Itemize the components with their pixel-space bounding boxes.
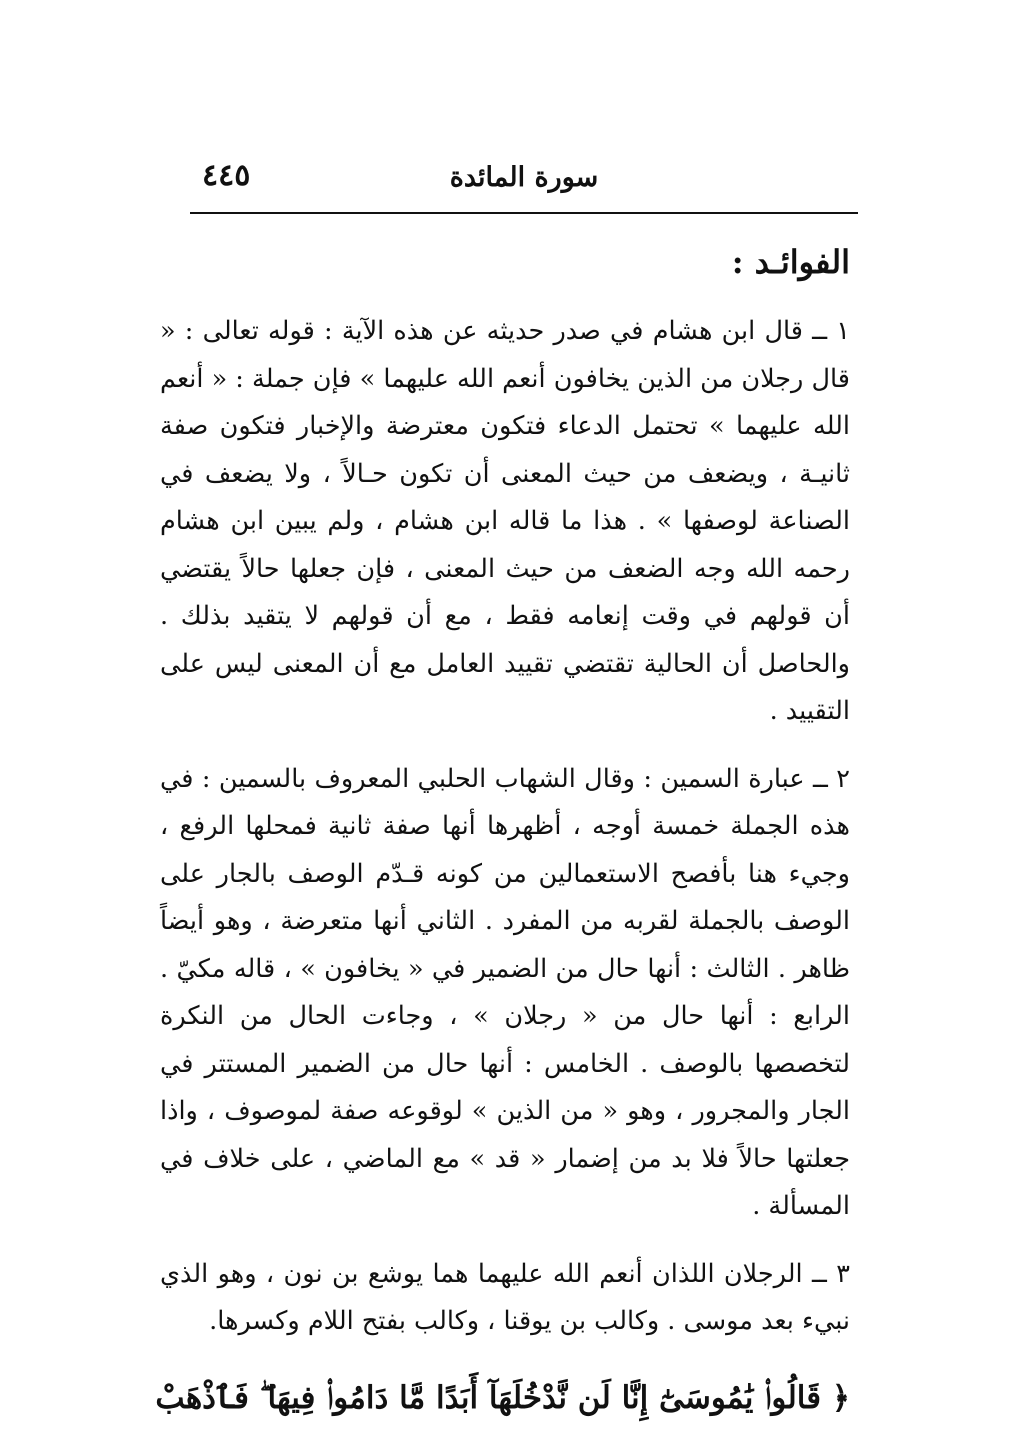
surah-title: سورة المائدة <box>449 162 599 193</box>
header-divider <box>190 212 858 214</box>
paragraph-3: ٣ ــ الرجلان اللذان أنعم الله عليهما هما يوشع بن نون ، وهو الذي نبيء بعد موسى . وكالب بن يوقنا ، وكالب بفتح اللام وكسرها. <box>160 1258 850 1336</box>
page-content <box>155 232 850 1428</box>
paragraph-2: ٢ ــ عبارة السمين : وقال الشهاب الحلبي المعروف بالسمين : في هذه الجملة خمسة أوجه ، أظهرها أنها صفة ثانية فمحلها الرفع ، وجيء هنا بأفصح الاستعمالين من كونه قـدّم الوصف بالجار على الوصف بالجملة لقربه من المفرد . الثاني أنها متعرضة ، وهو أيضاً ظاهر . الثالث : أنها حال من الضمير في « يخافون » ، قاله مكيّ . الرابع : أنها حال من « رجلان » ، وجاءت الحال من النكرة لتخصصها بالوصف . الخامس : أنها حال من الضمير المستتر في الجار والمجرور ، وهو « من الذين » لوقوعه صفة لموصوف ، واذا جعلتها حالاً فلا بد من إضمار « قد » مع الماضي ، على خلاف في المسألة . <box>160 763 850 1221</box>
section-heading: الفوائـد : <box>731 243 850 281</box>
quran-verse: ﴿ قَالُوا۟ يَٰمُوسَىٰٓ إِنَّا لَن نَّدْخُلَهَآ أَبَدًا مَّا دَامُوا۟ فِيهَا ۖ فَٱذْهَبْ <box>155 1379 850 1416</box>
page-header <box>190 150 858 210</box>
paragraph-1: ١ ــ قال ابن هشام في صدر حديثه عن هذه الآية : قوله تعالى : « قال رجلان من الذين يخافون أنعم الله عليهما » فإن جملة : « أنعم الله عليهما » تحتمل الدعاء فتكون معترضة والإخبار فتكون صفة ثانيـة ، ويضعف من حيث المعنى أن تكون حـالاً ، ولا يضعف في الصناعة لوصفها » . هذا ما قاله ابن هشام ، ولم يبين ابن هشام رحمه الله وجه الضعف من حيث المعنى ، فإن جعلها حالاً يقتضي أن قولهم في وقت إنعامه فقط ، مع أن قولهم لا يتقيد بذلك . والحاصل أن الحالية تقتضي تقييد العامل مع أن المعنى ليس على التقييد . <box>160 316 850 726</box>
page-number: ٤٤٥ <box>202 158 251 193</box>
